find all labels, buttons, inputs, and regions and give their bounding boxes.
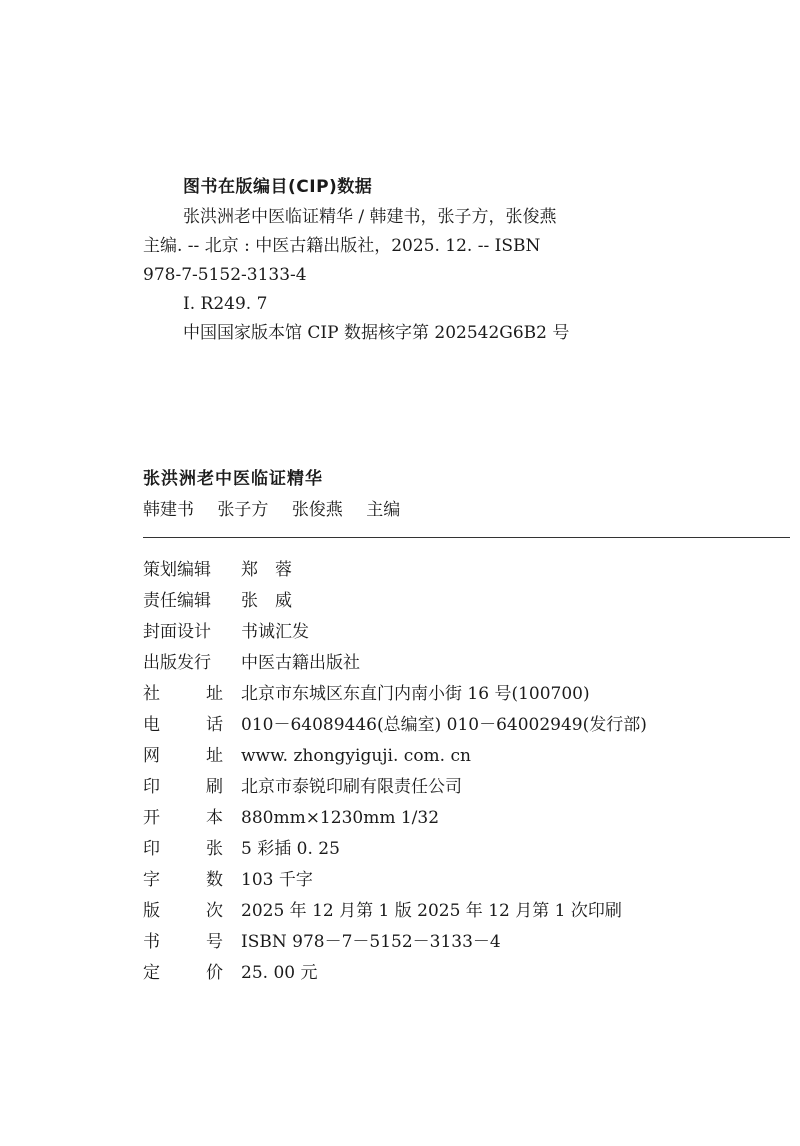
cip-line-verification: 中国国家版本馆 CIP 数据核字第 202542G6B2 号 bbox=[183, 323, 570, 343]
label-char: 本 bbox=[206, 808, 223, 828]
cip-line-title: 张洪洲老中医临证精华 / 韩建书，张子方，张俊燕 bbox=[183, 207, 557, 227]
detail-row-isbn bbox=[143, 927, 783, 958]
label-char: 次 bbox=[206, 901, 223, 921]
detail-label bbox=[143, 834, 223, 865]
book-title: 张洪洲老中医临证精华 bbox=[143, 469, 323, 489]
detail-row-price bbox=[143, 958, 783, 989]
detail-value: 北京市泰锐印刷有限责任公司 bbox=[241, 777, 462, 797]
label-char: 版 bbox=[143, 901, 160, 921]
label-char: 社 bbox=[143, 684, 160, 704]
cip-heading: 图书在版编目(CIP)数据 bbox=[183, 177, 373, 197]
editor-name: 张子方 bbox=[217, 500, 269, 520]
label-char: 址 bbox=[206, 746, 223, 766]
label-char: 开 bbox=[143, 808, 160, 828]
detail-row-edition bbox=[143, 896, 783, 927]
label-char: 话 bbox=[206, 715, 223, 735]
detail-value: 25. 00 元 bbox=[241, 963, 318, 983]
detail-value: 010－64089446(总编室) 010－64002949(发行部) bbox=[241, 715, 647, 735]
detail-row-responsible-editor bbox=[143, 586, 783, 617]
detail-value: 中医古籍出版社 bbox=[241, 653, 360, 673]
label-char: 印 bbox=[143, 777, 160, 797]
detail-value: ISBN 978－7－5152－3133－4 bbox=[241, 932, 501, 952]
label-char: 价 bbox=[206, 963, 223, 983]
label-char: 书 bbox=[143, 932, 160, 952]
cip-line-publisher: 主编. -- 北京 : 中医古籍出版社，2025. 12. -- ISBN bbox=[143, 236, 541, 256]
detail-row-word-count bbox=[143, 865, 783, 896]
label-char: 号 bbox=[206, 932, 223, 952]
editor-name: 张俊燕 bbox=[291, 500, 343, 520]
detail-row-planning-editor bbox=[143, 555, 783, 586]
label-char: 网 bbox=[143, 746, 160, 766]
detail-label: 策划编辑 bbox=[143, 560, 211, 580]
label-char: 张 bbox=[206, 839, 223, 859]
detail-label bbox=[143, 803, 223, 834]
detail-value: www. zhongyiguji. com. cn bbox=[241, 746, 471, 766]
publication-details bbox=[143, 555, 783, 989]
label-char: 刷 bbox=[206, 777, 223, 797]
label-char: 字 bbox=[143, 870, 160, 890]
detail-label: 出版发行 bbox=[143, 653, 211, 673]
detail-value: 北京市东城区东直门内南小街 16 号(100700) bbox=[241, 684, 590, 704]
label-char: 电 bbox=[143, 715, 160, 735]
detail-value: 2025 年 12 月第 1 版 2025 年 12 月第 1 次印刷 bbox=[241, 901, 622, 921]
editor-role: 主编 bbox=[366, 500, 401, 520]
detail-label bbox=[143, 865, 223, 896]
book-editors bbox=[143, 495, 400, 520]
detail-value: 880mm×1230mm 1/32 bbox=[241, 808, 440, 828]
detail-value: 张 威 bbox=[241, 591, 292, 611]
detail-label: 责任编辑 bbox=[143, 591, 211, 611]
detail-value: 5 彩插 0. 25 bbox=[241, 839, 340, 859]
detail-row-phone bbox=[143, 710, 783, 741]
cip-line-classification: Ⅰ. R249. 7 bbox=[183, 294, 268, 314]
divider-rule bbox=[143, 537, 790, 538]
label-char: 址 bbox=[206, 684, 223, 704]
detail-label bbox=[143, 772, 223, 803]
detail-label bbox=[143, 679, 223, 710]
detail-row-publisher bbox=[143, 648, 783, 679]
detail-row-cover-design bbox=[143, 617, 783, 648]
detail-label: 封面设计 bbox=[143, 622, 211, 642]
detail-value: 书诚汇发 bbox=[241, 622, 309, 642]
detail-row-format bbox=[143, 803, 783, 834]
detail-row-website bbox=[143, 741, 783, 772]
label-char: 印 bbox=[143, 839, 160, 859]
label-char: 数 bbox=[206, 870, 223, 890]
editor-name: 韩建书 bbox=[143, 500, 194, 520]
detail-row-printer bbox=[143, 772, 783, 803]
cip-line-isbn: 978-7-5152-3133-4 bbox=[143, 265, 307, 285]
detail-label bbox=[143, 710, 223, 741]
detail-value: 郑 蓉 bbox=[241, 560, 292, 580]
label-char: 定 bbox=[143, 963, 160, 983]
detail-row-address bbox=[143, 679, 783, 710]
detail-label bbox=[143, 896, 223, 927]
detail-label bbox=[143, 958, 223, 989]
detail-label bbox=[143, 927, 223, 958]
detail-row-sheets bbox=[143, 834, 783, 865]
cip-data-block bbox=[143, 203, 643, 348]
detail-value: 103 千字 bbox=[241, 870, 313, 890]
detail-label bbox=[143, 741, 223, 772]
